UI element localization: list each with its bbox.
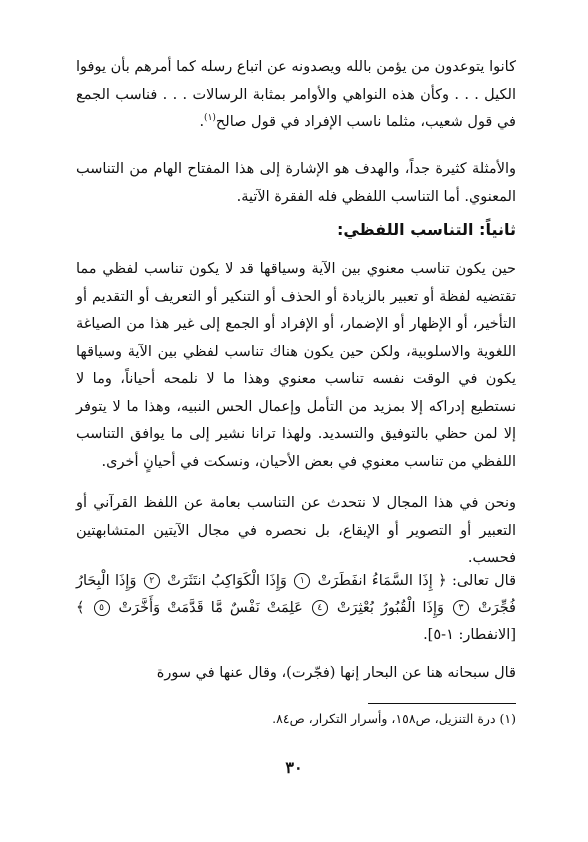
paragraph-3: حين يكون تناسب معنوي بين الآية وسياقها قد لا يكون تناسب لفظي مما تقتضيه لفظة أو تعبير بالزيادة أو الحذف أو التنكير أو التعريف أو التقديم أو التأخير، أو الإظهار أو الإضمار، أو الإفراد أو الجمع إلى غير هذا من الصياغة اللغوية والاسلوبية، ولكن حين يكون هناك تناسب لفظي بين الآية وسياقها يكون في الوقت نفسه تناسب معنوي وهذا ما لا نلمحه أحياناً، وما لا نستطيع إدراكه إلا بمزيد من التأمل وإعمال الحس النبيه، وهذا ما لا يتوفر إلا لمن حظي بالتوفيق والتسديد. ولهذا ترانا نشير إلى ما يوافق التناسب اللفظي من تناسب معنوي في بعض الأحيان، ونسكت في أحيانٍ أخرى. [76, 261, 516, 470]
ayah-1: إِذَا السَّمَاءُ انفَطَرَتْ [317, 573, 433, 589]
ayah-number-3: ٣ [453, 600, 469, 616]
ayah-number-4: ٤ [312, 600, 328, 616]
footnote-reference[interactable]: (١) [204, 113, 216, 124]
paragraph-4: ونحن في هذا المجال لا نتحدث عن التناسب بعامة عن اللفظ القرآني أو التعبير أو التصوير أو الإيقاع، بل نحصره في مجال الآيتين المتشابهتين فحسب. [76, 495, 516, 566]
paragraph-1 [76, 54, 516, 137]
footnote [76, 708, 516, 730]
ayah-number-1: ١ [294, 573, 310, 589]
section-heading: ثانياً: التناسب اللفظي: [336, 220, 516, 239]
paragraph-2: والأمثلة كثيرة جداً، والهدف هو الإشارة إلى هذا المفتاح الهام من التناسب المعنوي. أما التناسب اللفظي فله الفقرة الآتية. [76, 161, 516, 205]
paragraph-1-text: كانوا يتوعدون من يؤمن بالله ويصدونه عن اتباع رسله كما أمرهم بأن يوفوا الكيل . . . وكأن هذه النواهي والأوامر بمثابة الرسالات . . . فناسب الجمع في قول شعيب، مثلما ناسب الإفراد في قول صالح [76, 59, 516, 130]
ayah-2: وَإِذَا الْكَوَاكِبُ انتَثَرَتْ [167, 573, 287, 589]
ayah-number-5: ٥ [94, 600, 110, 616]
ayah-4: وَإِذَا الْقُبُورُ بُعْثِرَتْ [336, 600, 445, 616]
paragraph-5: قال سبحانه هنا عن البحار إنها (فجّرت)، وقال عنها في سورة [156, 665, 516, 681]
footnote-divider [368, 703, 516, 704]
quran-reference: ﴾ [الانفطار: ١-٥]. [76, 600, 516, 643]
quran-intro: قال تعالى: ﴿ [438, 573, 517, 589]
ayah-number-2: ٢ [144, 573, 160, 589]
ayah-5: عَلِمَتْ نَفْسٌ مَّا قَدَّمَتْ وَأَخَّرَتْ [118, 600, 303, 616]
ayah-3: وَإِذَا الْبِحَارُ فُجِّرَتْ [76, 573, 516, 616]
footnote-marker: (١) [499, 711, 516, 726]
footnote-text: درة التنزيل، ص١٥٨، وأسرار التكرار، ص٨٤. [272, 711, 496, 726]
paragraph-1-end: . [199, 114, 205, 130]
page-number: ٣٠ [285, 758, 303, 777]
quran-quote [76, 568, 516, 649]
